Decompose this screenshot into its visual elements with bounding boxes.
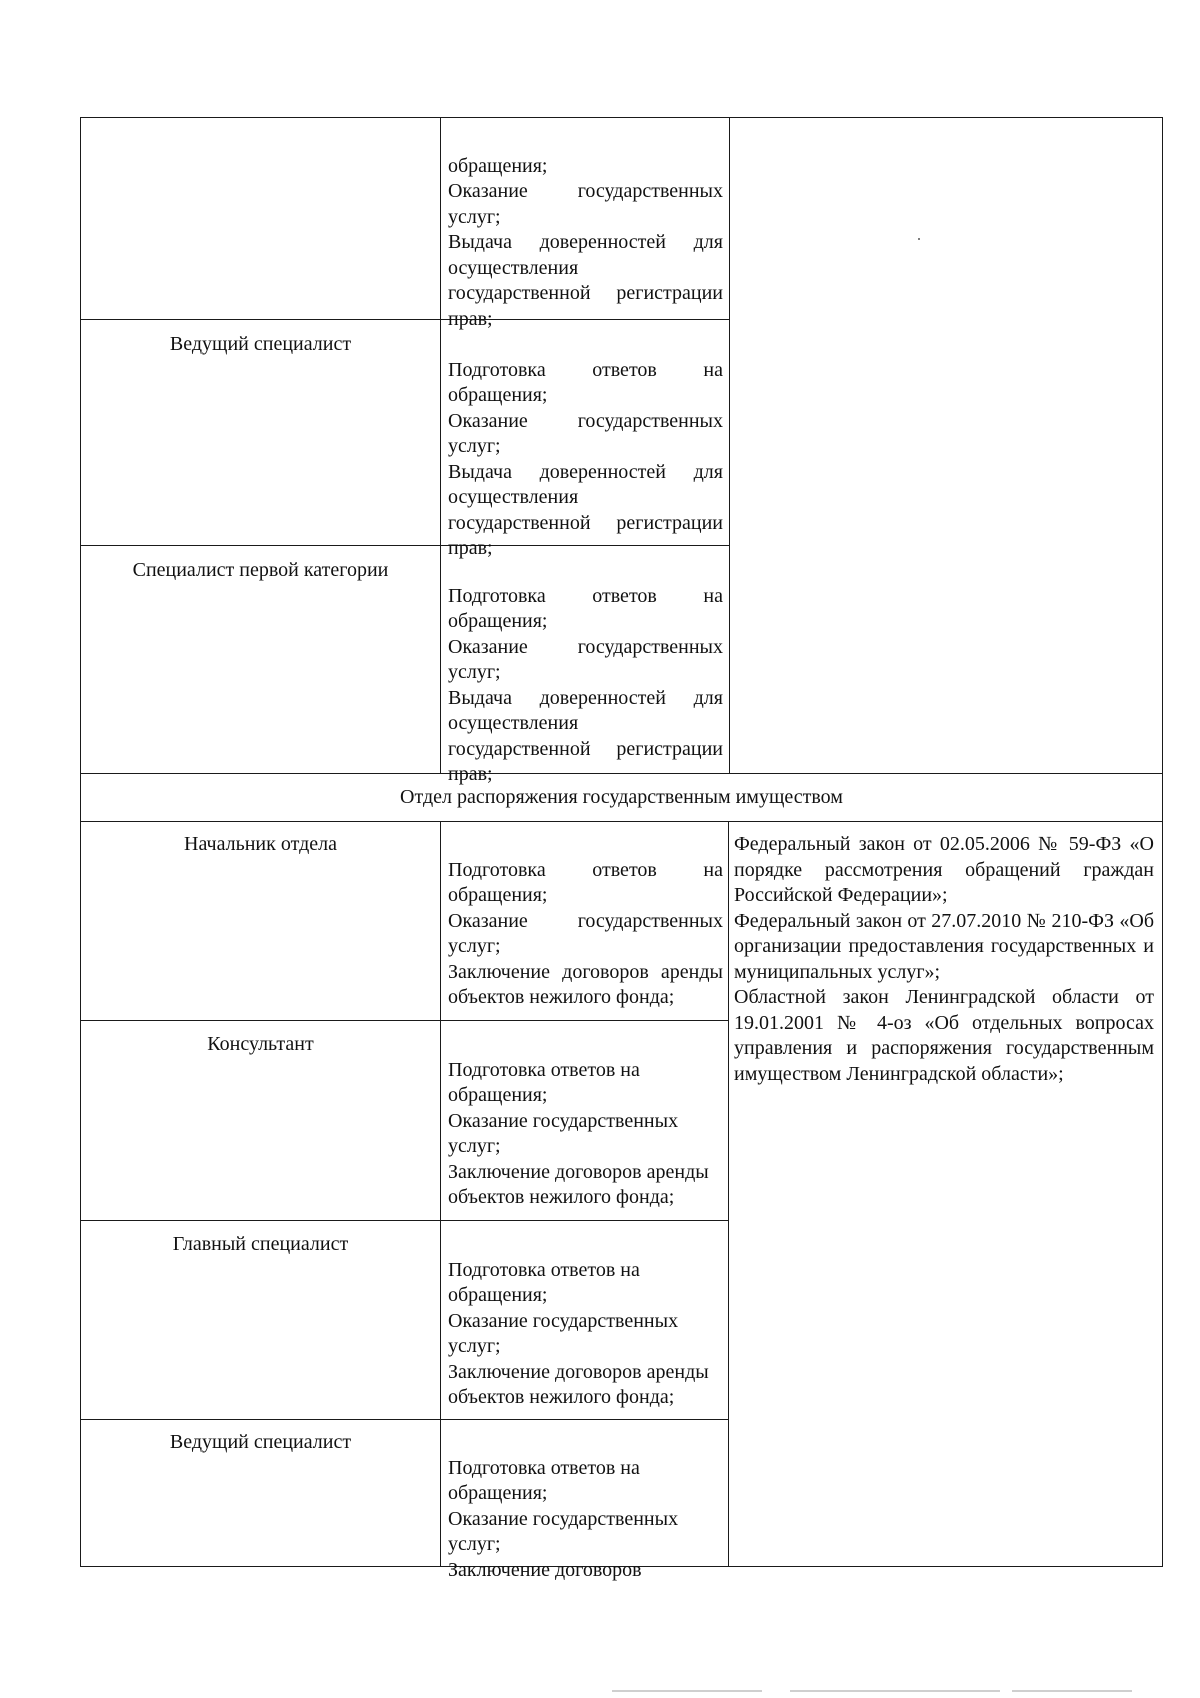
table-border-right [1162,117,1163,1567]
duties-cell [448,332,723,562]
legal-basis-law: Федеральный закон от 02.05.2006 № 59-ФЗ «О порядке рассмотрения обращений граждан Российской Федерации»; [734,833,1154,906]
column-divider-legal [728,821,729,1567]
position-cell: Ведущий специалист [169,1431,352,1453]
scan-artifact [1012,1690,1132,1692]
column-divider-legal [729,117,730,773]
table-border-top [80,117,1163,118]
row-divider [80,1020,729,1021]
row-divider [80,1419,729,1420]
duties-cell [448,832,723,1011]
duties-text: Подготовка ответов на обращения; Оказание государственных услуг; Выдача доверенностей для осуществления государственной регистрации прав; [448,358,723,559]
duties-cell [448,1232,723,1411]
row-divider [80,1220,729,1221]
scan-speck [918,238,920,240]
duties-cell [448,558,723,788]
position-cell: Ведущий специалист [169,333,352,355]
legal-basis-cell [734,832,1154,1087]
duties-text: Подготовка ответов на обращения; Оказание государственных услуг; Заключение договоров аренды объектов нежилого фонда; [448,1058,709,1208]
section-divider-bottom [80,821,1163,822]
duties-text: Подготовка ответов на обращения; Оказание государственных услуг; Заключение договоров [448,1456,679,1581]
duties-cell [448,128,723,332]
column-divider-position [440,117,441,773]
position-cell: Консультант [207,1033,314,1055]
duties-text: Подготовка ответов на обращения; Оказание государственных услуг; Заключение договоров аренды объектов нежилого фонда; [448,858,723,1008]
position-cell: Главный специалист [172,1233,349,1255]
duties-text: обращения; Оказание государственных услуг; Выдача доверенностей для осуществления государственной регистрации прав; [448,154,723,330]
duties-cell [448,1430,723,1583]
position-cell: Начальник отдела [184,833,337,855]
legal-basis-law: Федеральный закон от 27.07.2010 № 210-ФЗ «Об организации предоставления государственных и муниципальных услуг»; [734,909,1154,983]
column-divider-position [440,821,441,1567]
duties-text: Подготовка ответов на обращения; Оказание государственных услуг; Заключение договоров аренды объектов нежилого фонда; [448,1258,709,1408]
duties-text: Подготовка ответов на обращения; Оказание государственных услуг; Выдача доверенностей для осуществления государственной регистрации прав; [448,584,723,785]
scan-artifact [790,1690,1000,1692]
legal-basis-law: Областной закон Ленинградской области от 19.01.2001 № 4-оз «Об отдельных вопросах управления и распоряжения государственным имуществом Ленинградской области»; [734,986,1154,1085]
position-cell: Специалист первой категории [132,559,389,581]
duties-cell [448,1032,723,1211]
scan-artifact [612,1690,762,1692]
section-title: Отдел распоряжения государственным имуществом [400,786,843,808]
